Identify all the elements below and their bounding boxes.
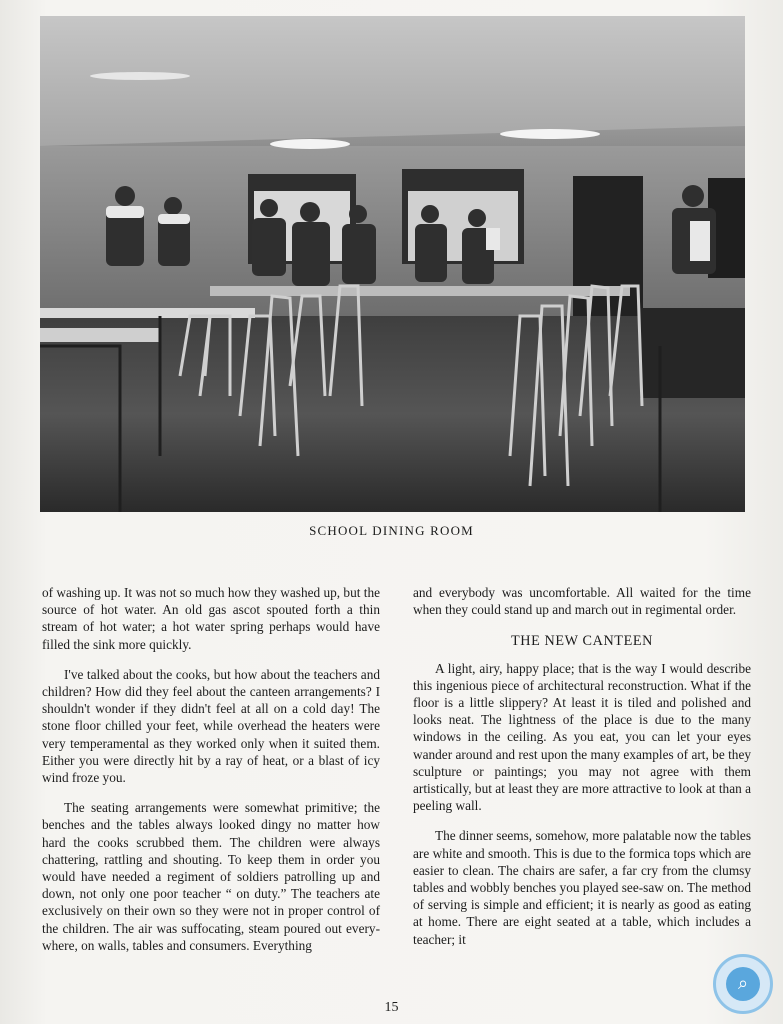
photo-caption: SCHOOL DINING ROOM [309,523,474,538]
left-column [42,584,380,967]
page-number: 15 [384,1000,399,1015]
magnifier-icon: ⌕ [726,967,760,1001]
dining-room-photo [40,16,745,512]
paragraph: A light, airy, happy place; that is the way I would describe this ingenious piece of architectural reconstruction. What if the floor is a little slippery? At least it is tiled and polished and looks neat. The lightness of the place is due to the many windows in the ceiling. As you eat, you can let your eyes wander around and rest upon the many examples of art, be they sculpture or paintings; you may not agree with them artistically, but at least they are more attractive to look at than a peeling wall. [413,660,751,814]
paragraph: of washing up. It was not so much how they washed up, but the source of hot water. An old gas ascot spouted forth a thin stream of hot water; a hot water spring perhaps would have filled the sink more quickly. [42,585,380,652]
right-column [413,584,751,961]
paragraph: and everybody was uncomfortable. All waited for the time when they could stand up and march out in regimental order. [413,585,751,618]
photo-illustration [40,16,745,512]
section-heading: THE NEW CANTEEN [511,633,653,650]
paragraph: The dinner seems, somehow, more palatable now the tables are white and smooth. This is due to the formica tops which are easier to clean. The chairs are safer, a far cry from the clumsy tables and wobbly benches you played see-saw on. The method of serving is simple and efficient; it is nearly as good as eating at home. There are eight seated at a table, which includes a teacher; it [413,828,751,947]
paragraph: The seating arrangements were somewhat primitive; the benches and the tables always looked dingy no matter how hard the cooks scrubbed them. The children were always chattering, rattling and shouting. To keep them in order you would have needed a regiment of soldiers patrolling up and down, not only one poor teacher “ on duty.” The teachers ate exclusively on their own so they were not in proper control of the children. The air was suffocating, steam poured out everywhere, on walls, tables and consumers. Everything [42,800,380,953]
zoom-badge[interactable] [713,954,773,1014]
paragraph: I've talked about the cooks, but how about the teachers and children? How did they feel about the canteen arrangements? I shouldn't wonder if they didn't feel at all on a cold day! The stone floor chilled your feet, while overhead the heaters were very temperamental as they worked only when it suited them. Either you were directly hit by a ray of heat, or a blast of icy wind froze you. [42,666,380,786]
